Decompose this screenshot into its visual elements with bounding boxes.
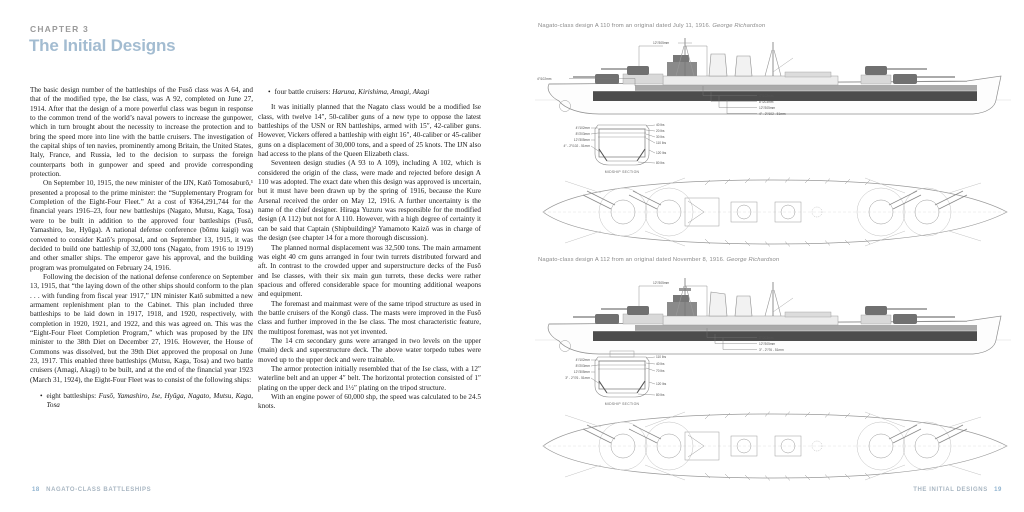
figure-caption-a110: Nagato-class design A 110 from an original dated July 11, 1916. George Richardson — [538, 23, 766, 29]
left-page-footer — [30, 487, 153, 493]
plating-label: 80 lbs — [656, 393, 665, 397]
armor-label: 4″/102mm — [759, 94, 774, 98]
plating-label: 120 lbs — [656, 151, 667, 155]
a110-midship-section — [558, 116, 678, 174]
paragraph: The 14 cm secondary guns were arranged in two levels on the upper (main) deck and superstructure deck. The above water torpedo tubes were moved up to the upper deck and were trainable. — [258, 336, 481, 364]
midship-section-caption: MIDSHIP SECTION — [604, 402, 640, 406]
paragraph: With an engine power of 60,000 shp, the speed was calculated to be 24.5 knots. — [258, 393, 481, 411]
midship-section-caption: MIDSHIP SECTION — [604, 170, 640, 174]
plating-label: 110 lbs — [656, 141, 667, 145]
list-item — [40, 392, 253, 411]
text-column-2 — [258, 86, 481, 412]
paragraph: The armor protection initially resembled that of the Ise class, with a 12″ waterline belt and an upper 4″ belt. The horizontal protection consisted of 1″ plating on the upper deck and 1½″ plating on the tripod structure. — [258, 364, 481, 392]
page-number: 18 — [32, 487, 40, 493]
a110-profile-drawing — [535, 36, 1013, 122]
armor-label: 12″/305mm — [573, 370, 590, 374]
armor-label: 3″ - 2″/76 - 51mm — [759, 348, 784, 352]
armor-label: 4″ - 2″/102 - 51mm — [563, 144, 590, 148]
armor-label: 3″ - 2″/76 - 51mm — [565, 376, 590, 380]
plating-label: 40 lbs — [656, 362, 665, 366]
armor-label: 12″/305mm — [653, 41, 670, 45]
armor-label: 4″ - 2″/102 - 51mm — [759, 112, 786, 116]
text-column-1 — [30, 86, 253, 415]
figure-caption-a112: Nagato-class design A 112 from an original dated November 8, 1916. George Richardson — [538, 257, 780, 263]
armor-label: 8″/203mm — [575, 364, 590, 368]
list-item-text: four battle cruisers: Haruna, Kirishima, Amagi, Akagi — [274, 88, 430, 96]
a112-plan-drawing — [535, 402, 1013, 490]
armor-label: 8″/203mm — [575, 132, 590, 136]
plating-label: 40 lbs — [656, 123, 665, 127]
plating-label: 80 lbs — [656, 161, 665, 165]
page-title: The Initial Designs — [29, 36, 176, 55]
armor-label: 12″/305mm — [653, 281, 670, 285]
credit: George Richardson — [726, 257, 780, 263]
list-item-text: eight battleships: Fusō, Yamashiro, Ise, Hyūga, Nagato, Mutsu, Kaga, Tosa — [46, 392, 253, 410]
a112-midship-section — [558, 348, 678, 406]
armor-label: 12″/305mm — [759, 106, 776, 110]
plating-label: 30 lbs — [656, 135, 665, 139]
paragraph: The planned normal displacement was 32,500 tons. The main armament was eight 40 cm guns arranged in four twin turrets distributed forward and aft. In contrast to the crowded upper and superstructure decks of the Fusō and Ise classes, with their six main gun turrets, these decks were rather spacious and offered considerable space for mounting additional weapons and equipment. — [258, 243, 481, 299]
paragraph: On September 10, 1915, the new minister of the IJN, Katō Tomosaburō,¹ presented a proposal to the prime minister: the “Supplementary Program for Completion of the Eight-Four Fleet.” At a cost of ¥364,291,744 for the financial years 1916–23, four new battleships (Nagato, Mutsu, Kaga, Tosa) were to be built in addition to the approved four battleships (Fusō, Yamashiro, Ise, Hyūga). A national defense conference (bōmu kaigi) was convened to consider Katō’s proposal, and on September 13, 1915, it was decided to build one battleship of 32,000 tons (Nagato, from 1916 to 1919) and other smaller ships. The emperor gave his approval, and the building program was promulgated on February 24, 1916. — [30, 179, 253, 272]
armor-label: 12″/305mm — [759, 342, 776, 346]
plating-label: 20 lbs — [656, 129, 665, 133]
running-head: NAGATO-CLASS BATTLESHIPS — [46, 487, 152, 493]
running-head: THE INITIAL DESIGNS — [913, 487, 988, 493]
chapter-kicker: CHAPTER 3 — [30, 24, 89, 34]
armor-label: 4″/102mm — [575, 358, 590, 362]
a110-plan-drawing — [535, 168, 1013, 256]
list-item — [268, 88, 481, 97]
plating-label: 70 lbs — [656, 369, 665, 373]
armor-label: 8″/203mm — [759, 100, 774, 104]
bullet-marker: • — [268, 88, 271, 96]
paragraph: Following the decision of the national defense conference on September 13, 1915, that “the laying down of the other ships should conform to the plan . . . with funding from fiscal year 1917,” IJN minister Katō submitted a new armament replenishment plan to the Cabinet. This plan included three battleships to be laid down in 1917, 1918, and 1920, respectively, with completion in 1920, 1921, and 1922, and this was agreed on. This was the “Eight-Four Fleet Completion Program,” which was proposed by the IJN minister to the 38th Diet on December 27, 1916. However, the House of Commons was dissolved, but the 39th Diet approved the proposal on June 23, 1917. This enabled three battleships (Mutsu, Kaga, Tosa) and two battle cruisers (Amagi, Akagi) to be built, and at the end of the financial year 1923 (March 31, 1924), the Eight-Four Fleet was to consist of the following ships: — [30, 272, 253, 384]
paragraph: Seventeen design studies (A 93 to A 109), including A 102, which is considered the origin of the class, were made and rejected before design A 110 was adopted. The exact date when this design was approved is uncertain, but it must have been drawn up by the spring of 1916, because the Kure Arsenal received the order on May 12, 1916. A further uncertainty is the name of the chief designer. Hiraga Yuzuru was responsible for the modified design (A 112) but not for A 110. However, with a high degree of certainty it can be said that Captain (Shipbuilding)² Yamamoto Kaizō was in charge of the design (see chapter 14 for a more thorough discussion). — [258, 159, 481, 243]
right-page-footer — [911, 487, 1004, 493]
plating-label: 110 lbs — [656, 355, 667, 359]
paragraph: The foremast and mainmast were of the same tripod structure as used in the battle cruisers of the Kongō class. The masts were improved in the Fusō class and further improved in the Ise class. The most characteristic feature, the multipost foremast, was not yet invented. — [258, 299, 481, 336]
page-number: 19 — [994, 487, 1002, 493]
paragraph: It was initially planned that the Nagato class would be a modified Ise class, with twelve 14″, 50-caliber guns of a new type to oppose the latest battleships of the USN or RN battleships, armed with 15″, 42-caliber guns. However, Vickers offered a battleship with eight 16″, 40-caliber or 45-caliber guns on a displacement of 30,000 tons, and a speed of 25 knots. The IJN also had access to the plans of the Queen Elizabeth class. — [258, 103, 481, 159]
paragraph: The basic design number of the battleships of the Fusō class was A 64, and that of the modified type, the Ise class, was A 92, completed on June 27, 1914. After that the design of a more powerful class was begun in response to the common trend of the world’s naval powers to increase the gunpower, which in turn brought about the necessity to increase the protection and to bring the speed more into line with the battle cruisers. The investigation of the capital ships of ten navies, prominently among Britain, the United States, Italy, France, and Russia, led to the decision to surpass the foreign counterparts both in gunpower and speed and provide corresponding protection. — [30, 86, 253, 179]
armor-label: 4″/102mm — [537, 77, 552, 81]
bullet-marker: • — [40, 392, 43, 400]
plating-label: 120 lbs — [656, 382, 667, 386]
armor-label: 4″/102mm — [575, 126, 590, 130]
credit: George Richardson — [712, 23, 766, 29]
armor-label: 12″/305mm — [573, 138, 590, 142]
armor-label: 8″/203mm — [759, 336, 774, 340]
